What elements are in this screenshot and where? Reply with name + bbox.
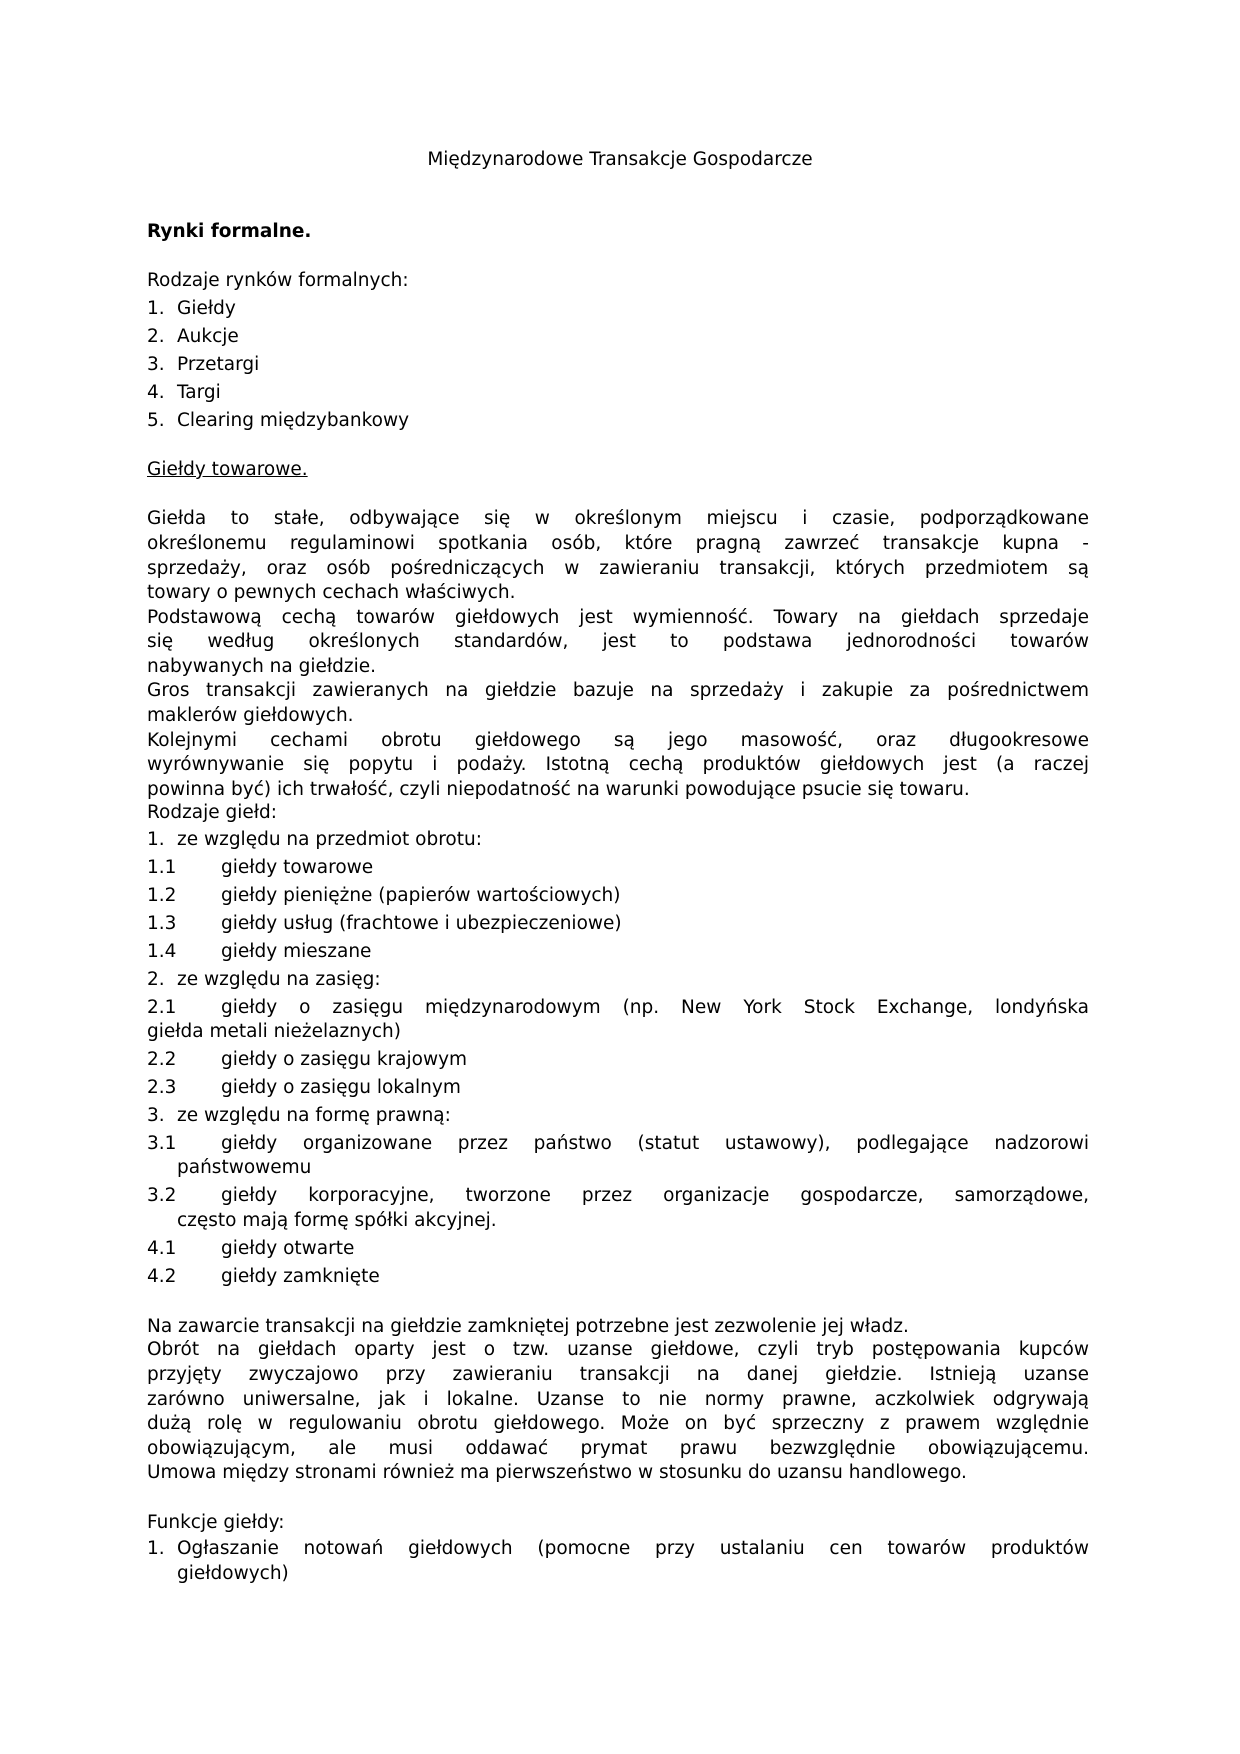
- subsection-heading: Giełdy towarowe.: [147, 459, 308, 480]
- list-item-continuation: giełda metali nieżelaznych): [147, 1021, 401, 1042]
- list-number: 3.: [147, 1105, 165, 1126]
- list-item: giełdy organizowane przez państwo (statut ustawowy), podlegające nadzorowi: [221, 1133, 1089, 1154]
- list-item: giełdy usług (frachtowe i ubezpieczeniowe): [221, 913, 622, 934]
- list-number: 4.: [147, 382, 165, 403]
- paragraph-line: maklerów giełdowych.: [147, 705, 354, 726]
- list-item-continuation: państwowemu: [177, 1157, 312, 1178]
- list-item: giełdy otwarte: [221, 1238, 355, 1259]
- paragraph-line: obowiązującym, ale musi oddawać prymat prawu bezwzględnie obowiązującemu.: [147, 1438, 1089, 1459]
- paragraph-line: sprzedaży, oraz osób pośredniczących w zawieraniu transakcji, których przedmiotem są: [147, 558, 1089, 579]
- paragraph-line: nabywanych na giełdzie.: [147, 656, 376, 677]
- paragraph-line: przyjęty zwyczajowo przy zawieraniu transakcji na danej giełdzie. Istnieją uzanse: [147, 1364, 1089, 1385]
- list-item-continuation: często mają formę spółki akcyjnej.: [177, 1210, 497, 1231]
- list-number: 2.3: [147, 1077, 177, 1098]
- section-heading: Rynki formalne.: [147, 221, 312, 242]
- list-number: 3.2: [147, 1185, 177, 1206]
- list-number: 1.2: [147, 885, 177, 906]
- list-item: Giełdy: [177, 298, 236, 319]
- list-number: 1.: [147, 1538, 165, 1559]
- list-item: giełdy o zasięgu międzynarodowym (np. New York Stock Exchange, londyńska: [221, 997, 1089, 1018]
- list-item: giełdy mieszane: [221, 941, 372, 962]
- list-intro: Rodzaje rynków formalnych:: [147, 270, 409, 291]
- list-number: 4.1: [147, 1238, 177, 1259]
- paragraph-line: Gros transakcji zawieranych na giełdzie bazuje na sprzedaży i zakupie za pośrednictwem: [147, 680, 1089, 701]
- list-item: Aukcje: [177, 326, 239, 347]
- list-number: 1.: [147, 829, 165, 850]
- paragraph-line: powinna być) ich trwałość, czyli niepodatność na warunki powodujące psucie się towaru.: [147, 779, 970, 800]
- paragraph-line: dużą rolę w regulowaniu obrotu giełdowego. Może on być sprzeczny z prawem względnie: [147, 1413, 1089, 1434]
- paragraph-line: Umowa między stronami również ma pierwszeństwo w stosunku do uzansu handlowego.: [147, 1462, 967, 1483]
- list-number: 3.: [147, 354, 165, 375]
- list-number: 3.1: [147, 1133, 177, 1154]
- list-item: Ogłaszanie notowań giełdowych (pomocne przy ustalaniu cen towarów produktów: [177, 1538, 1089, 1559]
- list-item: ze względu na przedmiot obrotu:: [177, 829, 482, 850]
- list-item: giełdy o zasięgu lokalnym: [221, 1077, 461, 1098]
- list-number: 1.3: [147, 913, 177, 934]
- list-item: Przetargi: [177, 354, 260, 375]
- paragraph-line: określonemu regulaminowi spotkania osób, które pragną zawrzeć transakcje kupna -: [147, 533, 1089, 554]
- list-number: 1.1: [147, 857, 177, 878]
- paragraph-line: Giełda to stałe, odbywające się w określonym miejscu i czasie, podporządkowane: [147, 508, 1089, 529]
- list-item: giełdy pieniężne (papierów wartościowych): [221, 885, 621, 906]
- list-item: Targi: [177, 382, 221, 403]
- document-title: Międzynarodowe Transakcje Gospodarcze: [427, 149, 813, 170]
- paragraph-line: wyrównywanie się popytu i podaży. Istotną cechą produktów giełdowych jest (a raczej: [147, 754, 1089, 775]
- list-item: giełdy o zasięgu krajowym: [221, 1049, 468, 1070]
- list-item: giełdy towarowe: [221, 857, 374, 878]
- list-item: ze względu na formę prawną:: [177, 1105, 451, 1126]
- paragraph-line: Podstawową cechą towarów giełdowych jest wymienność. Towary na giełdach sprzedaje: [147, 607, 1089, 628]
- list-number: 2.: [147, 969, 165, 990]
- list-number: 1.4: [147, 941, 177, 962]
- paragraph-line: Kolejnymi cechami obrotu giełdowego są jego masowość, oraz długookresowe: [147, 730, 1089, 751]
- list-item: ze względu na zasięg:: [177, 969, 381, 990]
- list-number: 4.2: [147, 1266, 177, 1287]
- list-item: giełdy zamknięte: [221, 1266, 380, 1287]
- list-number: 2.: [147, 326, 165, 347]
- list-item: giełdy korporacyjne, tworzone przez organizacje gospodarcze, samorządowe,: [221, 1185, 1089, 1206]
- paragraph-line: Obrót na giełdach oparty jest o tzw. uzanse giełdowe, czyli tryb postępowania kupców: [147, 1339, 1089, 1360]
- paragraph-line: zarówno uniwersalne, jak i lokalne. Uzanse to nie normy prawne, aczkolwiek odgrywają: [147, 1389, 1089, 1410]
- list-number: 5.: [147, 410, 165, 431]
- list-number: 2.2: [147, 1049, 177, 1070]
- list-intro: Funkcje giełdy:: [147, 1512, 285, 1533]
- list-item: Clearing międzybankowy: [177, 410, 410, 431]
- paragraph-line: Rodzaje giełd:: [147, 802, 278, 823]
- paragraph-line: się według określonych standardów, jest to podstawa jednorodności towarów: [147, 631, 1089, 652]
- paragraph-line: towary o pewnych cechach właściwych.: [147, 582, 516, 603]
- list-number: 1.: [147, 298, 165, 319]
- list-number: 2.1: [147, 997, 177, 1018]
- list-item-continuation: giełdowych): [177, 1563, 289, 1584]
- paragraph-line: Na zawarcie transakcji na giełdzie zamkniętej potrzebne jest zezwolenie jej władz.: [147, 1316, 909, 1337]
